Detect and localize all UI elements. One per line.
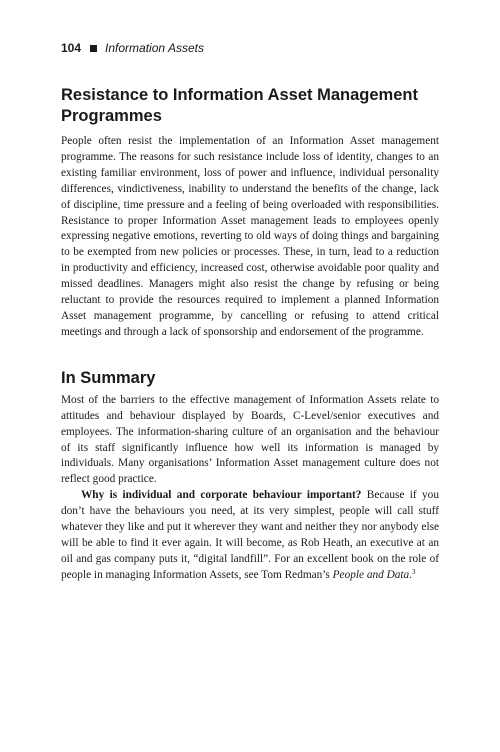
section-heading-summary: In Summary bbox=[61, 368, 156, 387]
paragraph-body: Because if you don’t have the behaviours you need, at its very simplest, people will call stuff whatever they like and put it wherever they want and neither they nor anybody else will be able to find it ever again. It will become, as Rob Heath, an executive at an oil and gas company puts it, “digital landfill”. For an excellent book on the role of people in managing Information Assets, see Tom Redman’s bbox=[61, 489, 439, 581]
section-heading-resistance: Resistance to Information Asset Management Programmes bbox=[61, 86, 418, 125]
book-title: People and Data bbox=[332, 568, 410, 581]
page-content bbox=[61, 85, 439, 584]
page-number: 104 bbox=[61, 41, 82, 55]
summary-paragraph-1: Most of the barriers to the effective management of Information Assets relate to attitudes and behaviour displayed by Boards, C-Level/senior executives and employees. The information-sharing culture of an organisation and the behaviour of its staff significantly influence how well its information is managed by individuals. Many organisations’ Information Asset management culture does not reflect good practice. bbox=[61, 393, 439, 486]
running-head bbox=[61, 41, 204, 55]
running-head-title: Information Assets bbox=[105, 41, 204, 55]
summary-paragraph-2 bbox=[61, 488, 439, 583]
paragraph-lead-question: Why is individual and corporate behaviour important? bbox=[81, 489, 362, 502]
resistance-paragraph: People often resist the implementation of an Information Asset management programme. The reasons for such resistance include loss of identity, changes to an existing familiar environment, loss of power and influence, individual personality differences, vindictiveness, inability to understand the benefits of the change, lack of discipline, time pressure and a feeling of being overloaded with responsibilities. Resistance to proper Information Asset management leads to employees openly expressing negative emotions, reverting to old ways of doing things and bargaining to be exempted from new policies or processes. These, in turn, lead to a reduction in productivity and efficiency, increased cost, otherwise avoidable poor quality and missed deadlines. Managers might also resist the change by refusing or being reluctant to provide the resources required to implement a planned Information Asset management programme, by cancelling or refusing to attend critical meetings and through a lack of sponsorship and endorsement of the programme. bbox=[61, 135, 439, 338]
black-square-icon bbox=[90, 45, 97, 52]
paragraph-end: . bbox=[409, 568, 413, 581]
footnote-reference: 3 bbox=[412, 567, 416, 576]
